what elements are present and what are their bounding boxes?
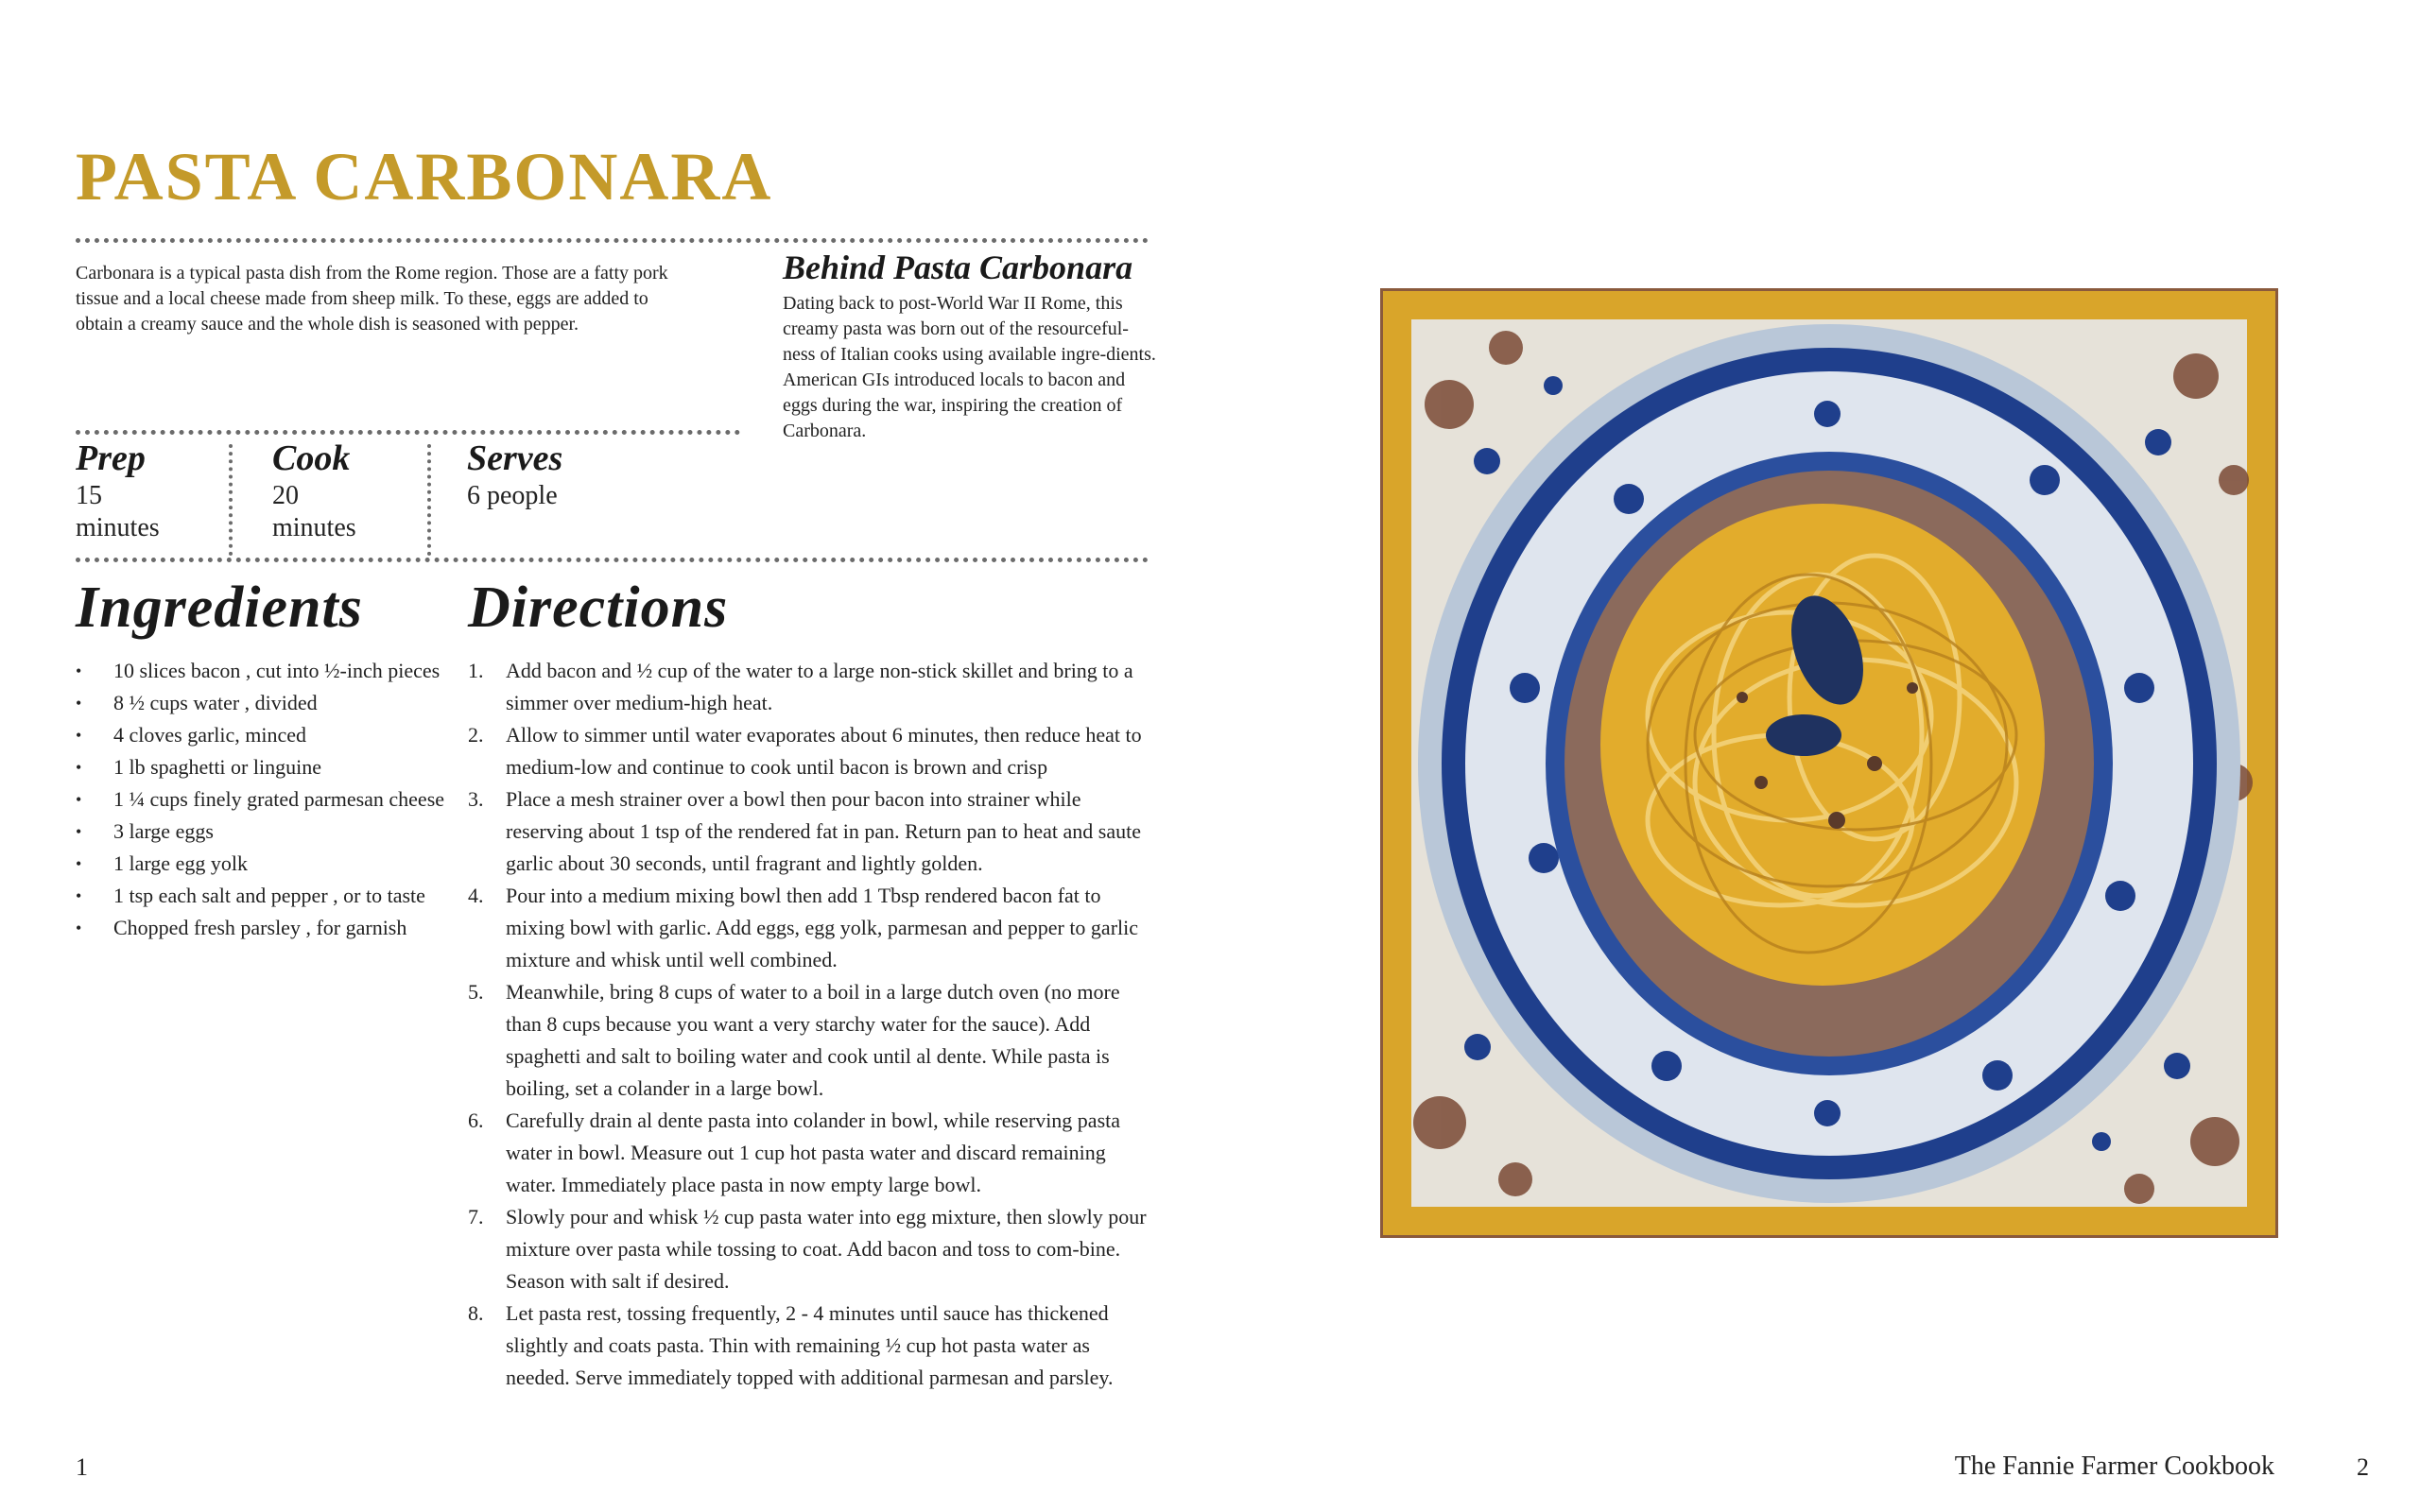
- ingredient-item: • Chopped fresh parsley , for garnish: [76, 912, 454, 944]
- step-text: Meanwhile, bring 8 cups of water to a boil in a large dutch oven (no more than 8 cups because you want a very starchy water for the sauce). Add spaghetti and salt to boiling water and cook until al dente. While pasta is boiling, set a colander in a large bowl.: [506, 980, 1120, 1100]
- prep-label: Prep: [76, 438, 146, 478]
- cook-stat: [272, 437, 356, 544]
- sidebar-title: Behind Pasta Carbonara: [783, 249, 1133, 286]
- cook-value: 20 minutes: [272, 481, 356, 542]
- step-number: 5.: [468, 980, 484, 1004]
- step-text: Carefully drain al dente pasta into colander in bowl, while reserving pasta water in bowl. Measure out 1 cup hot pasta water and discard remaining water. Immediately place pasta in now empty large bowl.: [506, 1108, 1121, 1196]
- page-number-left: 1: [76, 1453, 88, 1481]
- step-text: Add bacon and ½ cup of the water to a large non-stick skillet and bring to a simmer over medium-high heat.: [506, 659, 1133, 714]
- book-title: The Fannie Farmer Cookbook: [1954, 1452, 2274, 1481]
- serves-stat: [467, 437, 562, 512]
- step-number: 6.: [468, 1108, 484, 1132]
- ingredient-item: • 4 cloves garlic, minced: [76, 719, 454, 751]
- sidebar-text: Dating back to post-World War II Rome, this creamy pasta was born out of the resourceful-ness of Italian cooks using available ingre-dients. American GIs introduced locals to bacon and eggs during the war, inspiring the creation of Carbonara.: [783, 293, 1156, 441]
- history-sidebar: [783, 248, 1156, 444]
- ingredient-item: • 3 large eggs: [76, 816, 454, 848]
- direction-step: [468, 880, 1149, 976]
- ingredient-item: • 1 ¼ cups finely grated parmesan cheese: [76, 783, 454, 816]
- directions-list: [468, 655, 1149, 1394]
- ingredient-item: • 1 tsp each salt and pepper , or to taste: [76, 880, 454, 912]
- carbonara-illustration: [1380, 288, 2278, 1238]
- step-text: Slowly pour and whisk ½ cup pasta water into egg mixture, then slowly pour mixture over pasta while tossing to coat. Add bacon and toss to com-bine. Season with salt if desired.: [506, 1205, 1147, 1293]
- prep-value: 15 minutes: [76, 481, 160, 542]
- ingredient-item: • 1 lb spaghetti or linguine: [76, 751, 454, 783]
- stat-separator: [229, 444, 233, 556]
- direction-step: [468, 1201, 1149, 1297]
- ingredient-item: • 1 large egg yolk: [76, 848, 454, 880]
- step-text: Place a mesh strainer over a bowl then pour bacon into strainer while reserving about 1 tsp of the rendered fat in pan. Return pan to heat and saute garlic about 30 seconds, until fragrant and lightly golden.: [506, 787, 1141, 875]
- direction-step: [468, 976, 1149, 1105]
- stats-top-divider: [76, 430, 740, 435]
- direction-step: [468, 783, 1149, 880]
- ingredient-item: • 10 slices bacon , cut into ½-inch pieces: [76, 655, 454, 687]
- step-text: Pour into a medium mixing bowl then add 1 Tbsp rendered bacon fat to mixing bowl with garlic. Add eggs, egg yolk, parmesan and pepper to garlic mixture and whisk until well combined.: [506, 884, 1139, 971]
- step-number: 2.: [468, 723, 484, 747]
- stat-separator: [427, 444, 431, 556]
- plate-illustration-svg: [1383, 291, 2275, 1235]
- top-divider: [76, 238, 1149, 243]
- page-number-right: 2: [2357, 1453, 2369, 1481]
- step-number: 7.: [468, 1205, 484, 1228]
- ingredients-heading: Ingredients: [76, 576, 363, 640]
- direction-step: [468, 719, 1149, 783]
- recipe-intro: Carbonara is a typical pasta dish from the Rome region. Those are a fatty pork tissue and a local cheese made from sheep milk. To these, eggs are added to obtain a creamy sauce and the whole dish is seasoned with pepper.: [76, 263, 668, 335]
- step-number: 3.: [468, 787, 484, 811]
- step-text: Allow to simmer until water evaporates about 6 minutes, then reduce heat to medium-low and continue to cook until bacon is brown and crisp: [506, 723, 1142, 779]
- recipe-title: PASTA CARBONARA: [76, 139, 773, 215]
- cook-label: Cook: [272, 438, 351, 478]
- step-number: 4.: [468, 884, 484, 907]
- prep-stat: [76, 437, 160, 544]
- direction-step: [468, 655, 1149, 719]
- direction-step: [468, 1297, 1149, 1394]
- step-number: 8.: [468, 1301, 484, 1325]
- directions-heading: Directions: [468, 576, 729, 640]
- direction-step: [468, 1105, 1149, 1201]
- serves-label: Serves: [467, 438, 563, 478]
- ingredients-list: [76, 655, 454, 944]
- stats-bottom-divider: [76, 558, 1149, 562]
- step-text: Let pasta rest, tossing frequently, 2 - 4 minutes until sauce has thickened slightly and coats pasta. Thin with remaining ½ cup hot pasta water as needed. Serve immediately topped with additional parmesan and parsley.: [506, 1301, 1114, 1389]
- serves-value: 6 people: [467, 481, 558, 510]
- step-number: 1.: [468, 659, 484, 682]
- ingredient-item: • 8 ½ cups water , divided: [76, 687, 454, 719]
